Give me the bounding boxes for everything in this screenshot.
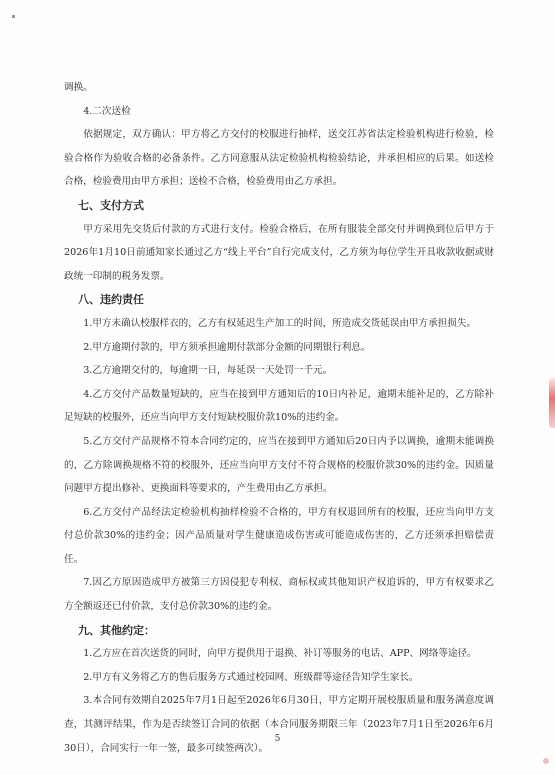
liability-clause-1: 1.甲方未确认校服样衣的，乙方有权延迟生产加工的时间，所造成交货延误由甲方承担损失。	[83, 317, 477, 329]
scan-dot	[543, 758, 549, 764]
clause-4-title: 4.二次送检	[83, 105, 131, 117]
section-heading-payment: 七、支付方式	[78, 198, 144, 212]
liability-clause-2: 2.甲方逾期付款的，甲方须承担逾期付款部分金额的同期银行利息。	[83, 341, 371, 353]
other-clause-3: 3.本合同有效期自2025年7月1日起至2026年6月30日，甲方定期开展校服质量和服务满意度调查，其测评结果，作为是否续签订合同的依据（本合同服务期限三年（2023年7月1日至2026年6月30日），合同实行一年一签，最多可续签两次）。	[64, 695, 494, 754]
liability-clause-7: 7.因乙方原因造成甲方被第三方因侵犯专利权、商标权或其他知识产权追诉的，甲方有权要求乙方全额返还已付价款，支付总价款30%的违约金。	[64, 577, 494, 613]
payment-body: 甲方采用先交货后付款的方式进行支付。检验合格后，在所有服装全部交付并调换到位后甲方于2026年1月10日前通知家长通过乙方“线上平台”自行完成支付，乙方须为每位学生开具收款收据或财政统一印制的税务发票。	[64, 223, 494, 282]
clause-4-body: 依据规定，双方确认：甲方将乙方交付的校服进行抽样，送交江苏省法定检验机构进行检验，检验合格作为验收合格的必备条件。乙方同意服从法定检验机构检验结论，并承担相应的后果。如送检合格，检验费用由甲方承担；送检不合格，检验费用由乙方承担。	[64, 129, 494, 188]
document-body	[64, 76, 494, 760]
other-clause-2: 2.甲方有义务将乙方的售后服务方式通过校园网、班级群等途径告知学生家长。	[83, 671, 419, 683]
seal-stamp-edge	[549, 378, 555, 428]
liability-clause-3: 3.乙方逾期交付的，每逾期一日，每延误一天处罚一千元。	[83, 365, 333, 377]
liability-clause-4: 4.乙方交付产品数量短缺的，应当在接到甲方通知后的10日内补足，逾期未能补足的，乙方除补足短缺的校服外，还应当向甲方支付短缺校服价款10%的违约金。	[64, 388, 494, 424]
paragraph-continuation: 调换。	[64, 82, 93, 93]
liability-clause-5: 5.乙方交付产品规格不符本合同约定的，应当在接到甲方通知后20日内予以调换，逾期未能调换的，乙方除调换规格不符的校服外，还应当向甲方支付不符合规格的校服价款30%的违约金。因质量问题甲方提出修补、更换面料等要求的，产生费用由乙方承担。	[64, 435, 494, 495]
liability-clause-6: 6.乙方交付产品经法定检验机构抽样检验不合格的，甲方有权退回所有的校服，还应当向甲方支付总价款30%的违约金；因产品质量对学生健康造成伤害或可能造成伤害的，乙方还须承担赔偿责任。	[64, 506, 494, 565]
section-heading-liability: 八、违约责任	[78, 293, 144, 307]
section-heading-other: 九、其他约定：	[78, 623, 155, 637]
other-clause-1: 1.乙方应在首次送货的同时，向甲方提供用于退换、补订等服务的电话、APP、网络等途径。	[83, 648, 477, 660]
page-number: 5	[274, 734, 281, 744]
scan-mark	[12, 15, 15, 18]
